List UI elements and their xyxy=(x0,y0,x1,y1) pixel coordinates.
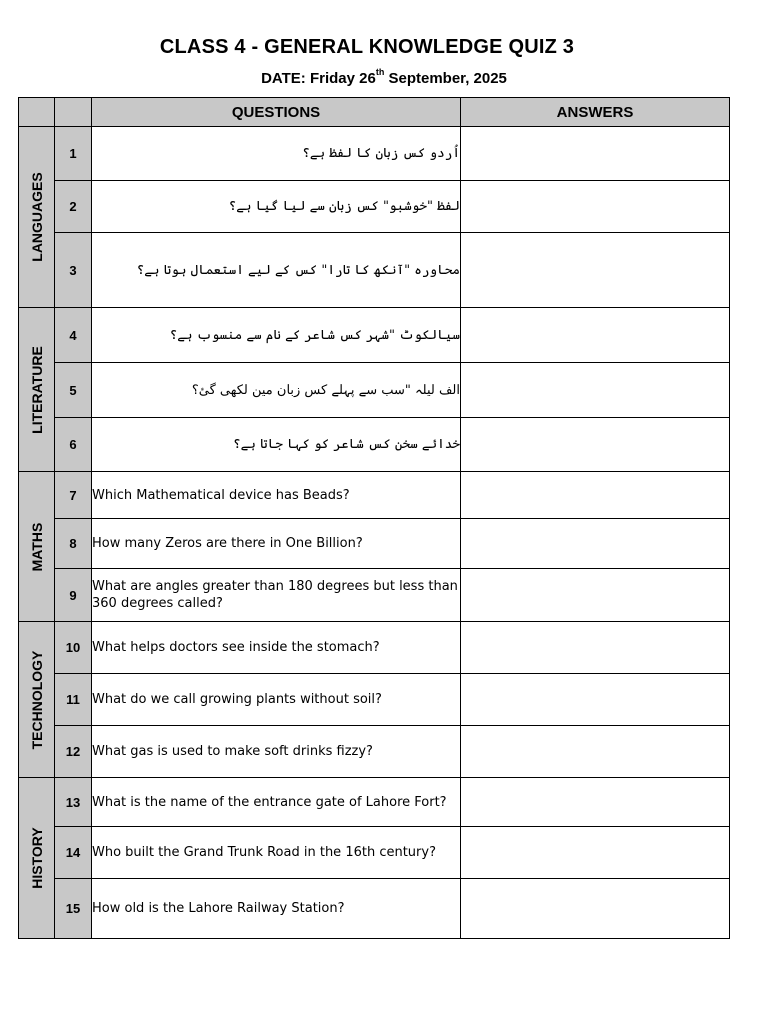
question-text: لفظ "خوشبو" کس زبان سے لیا گیا ہے؟ xyxy=(92,181,461,233)
table-row xyxy=(19,418,730,472)
answer-cell[interactable] xyxy=(461,827,730,879)
question-text: Which Mathematical device has Beads? xyxy=(92,472,461,519)
answer-cell[interactable] xyxy=(461,363,730,418)
table-row xyxy=(19,127,730,181)
question-number: 3 xyxy=(55,233,92,308)
table-row xyxy=(19,827,730,879)
question-text: الف لیلہ "سب سے پہلے کس زبان مین لکھی گئ؟ xyxy=(92,363,461,418)
question-number: 10 xyxy=(55,622,92,674)
answer-cell[interactable] xyxy=(461,569,730,622)
date-prefix: DATE: Friday 26 xyxy=(261,70,376,87)
answer-cell[interactable] xyxy=(461,472,730,519)
question-text: محاورہ "آنکھ کا تارا" کس کے لیے استعمال ہوتا ہے؟ xyxy=(92,233,461,308)
table-row xyxy=(19,181,730,233)
question-number: 2 xyxy=(55,181,92,233)
answer-cell[interactable] xyxy=(461,519,730,569)
table-row xyxy=(19,472,730,519)
question-number: 6 xyxy=(55,418,92,472)
question-number: 4 xyxy=(55,308,92,363)
answer-cell[interactable] xyxy=(461,308,730,363)
table-row xyxy=(19,726,730,778)
question-number: 8 xyxy=(55,519,92,569)
question-text: What is the name of the entrance gate of Lahore Fort? xyxy=(92,778,461,827)
table-row xyxy=(19,674,730,726)
table-row xyxy=(19,363,730,418)
answer-cell[interactable] xyxy=(461,778,730,827)
quiz-table xyxy=(18,97,730,939)
table-row xyxy=(19,519,730,569)
table-row xyxy=(19,308,730,363)
table-row xyxy=(19,569,730,622)
question-text: اُردو کس زبان کا لفظ ہے؟ xyxy=(92,127,461,181)
answer-cell[interactable] xyxy=(461,879,730,939)
question-text: خدائے سخن کس شاعر کو کہا جاتا ہے؟ xyxy=(92,418,461,472)
category-history: HISTORY xyxy=(19,778,55,939)
question-number: 5 xyxy=(55,363,92,418)
answer-cell[interactable] xyxy=(461,418,730,472)
answer-cell[interactable] xyxy=(461,127,730,181)
question-number: 1 xyxy=(55,127,92,181)
question-number: 12 xyxy=(55,726,92,778)
question-text: What helps doctors see inside the stomach? xyxy=(92,622,461,674)
page-title: CLASS 4 - GENERAL KNOWLEDGE QUIZ 3 xyxy=(159,36,575,58)
table-row xyxy=(19,233,730,308)
answer-cell[interactable] xyxy=(461,233,730,308)
table-row xyxy=(19,622,730,674)
date-suffix: th xyxy=(375,67,385,77)
header-questions: QUESTIONS xyxy=(92,98,461,127)
question-text: What do we call growing plants without soil? xyxy=(92,674,461,726)
quiz-date xyxy=(0,69,768,87)
question-number: 9 xyxy=(55,569,92,622)
question-text: What gas is used to make soft drinks fizzy? xyxy=(92,726,461,778)
question-number: 13 xyxy=(55,778,92,827)
header-blank-number xyxy=(55,98,92,127)
question-text: What are angles greater than 180 degrees but less than 360 degrees called? xyxy=(92,569,461,622)
answer-cell[interactable] xyxy=(461,674,730,726)
question-text: How old is the Lahore Railway Station? xyxy=(92,879,461,939)
question-number: 14 xyxy=(55,827,92,879)
header-row xyxy=(19,98,730,127)
category-technology: TECHNOLOGY xyxy=(19,622,55,778)
header-answers: ANSWERS xyxy=(461,98,730,127)
question-number: 15 xyxy=(55,879,92,939)
question-number: 11 xyxy=(55,674,92,726)
question-text: سیالکوٹ "شہر کس شاعر کے نام سے منسوب ہے؟ xyxy=(92,308,461,363)
answer-cell[interactable] xyxy=(461,622,730,674)
category-literature: LITERATURE xyxy=(19,308,55,472)
table-row xyxy=(19,879,730,939)
question-number: 7 xyxy=(55,472,92,519)
category-maths: MATHS xyxy=(19,472,55,622)
question-text: How many Zeros are there in One Billion? xyxy=(92,519,461,569)
header-blank-category xyxy=(19,98,55,127)
table-row xyxy=(19,778,730,827)
date-rest: September, 2025 xyxy=(384,70,507,87)
answer-cell[interactable] xyxy=(461,726,730,778)
question-text: Who built the Grand Trunk Road in the 16th century? xyxy=(92,827,461,879)
category-languages: LANGUAGES xyxy=(19,127,55,308)
answer-cell[interactable] xyxy=(461,181,730,233)
